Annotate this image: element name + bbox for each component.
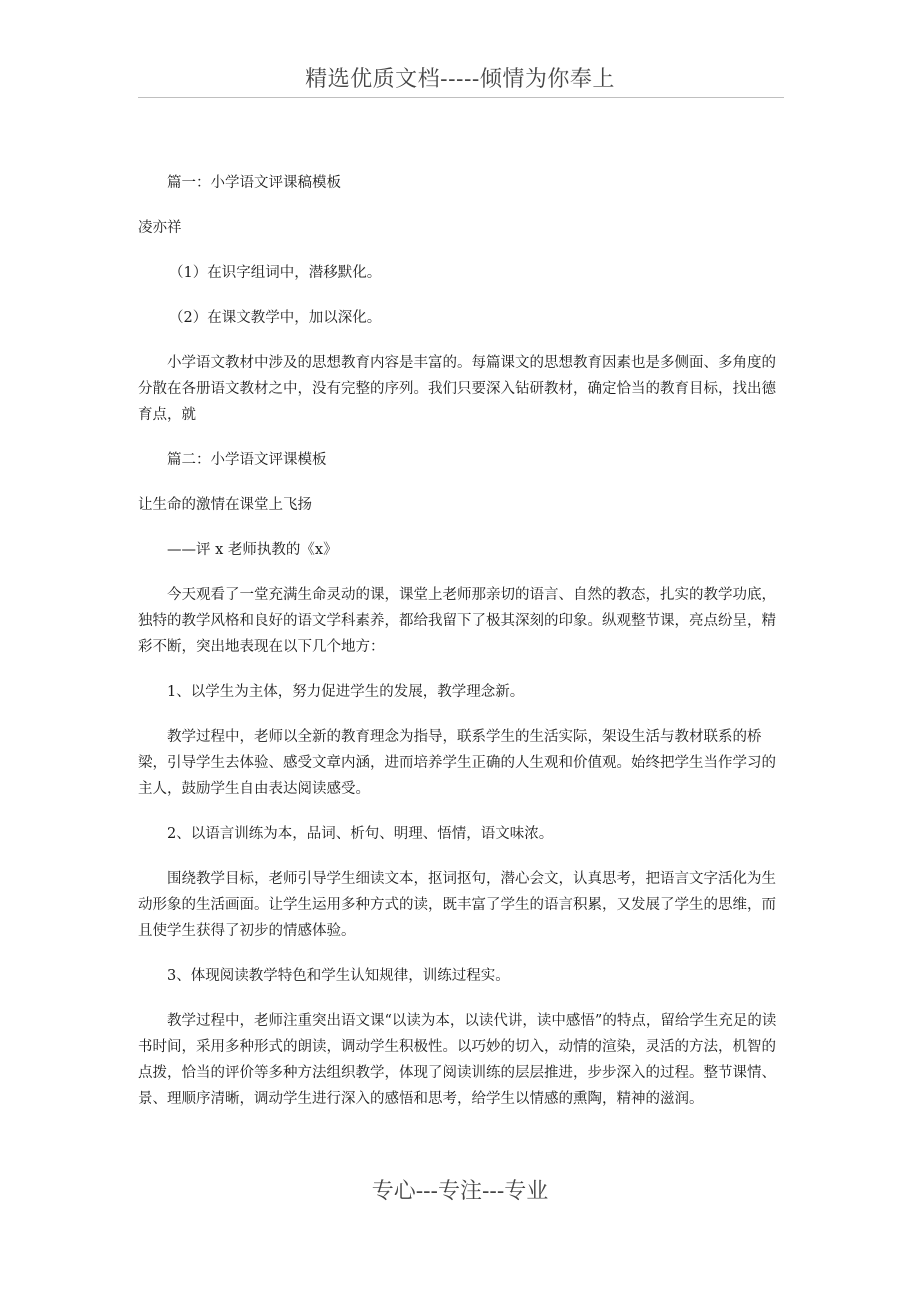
paragraph-5: 教学过程中，老师注重突出语文课“以读为本，以读代讲，读中感悟”的特点，留给学生充足的读书时间，采用多种形式的朗读，调动学生积极性。以巧妙的切入，动情的渲染，灵活的方法，机智的点拨，恰当的评价等多种方法组织教学，体现了阅读训练的层层推进，步步深入的过程。整节课情、景、理顺序清晰，调动学生进行深入的感悟和思考，给学生以情感的熏陶，精神的滋润。 (138, 1013, 777, 1107)
header-divider (138, 97, 784, 98)
section-title-1: 篇一：小学语文评课稿模板 (167, 175, 341, 191)
page-header: 精选优质文档-----倾情为你奉上 (305, 67, 615, 92)
paragraph-1: 小学语文教材中涉及的思想教育内容是丰富的。每篇课文的思想教育因素也是多侧面、多角度的分散在各册语文教材之中，没有完整的序列。我们只要深入钻研教材，确定恰当的教育目标，找出德育点，就 (138, 355, 776, 423)
document-body (138, 170, 784, 1131)
point-heading-2: 2、以语言训练为本，品词、析句、明理、悟情，语文味浓。 (167, 826, 554, 842)
article-subtitle: 让生命的激情在课堂上飞扬 (138, 497, 312, 513)
list-item-2: （2）在课文教学中，加以深化。 (169, 310, 382, 326)
paragraph-3: 教学过程中，老师以全新的教育理念为指导，联系学生的生活实际，架设生活与教材联系的桥梁，引导学生去体验、感受文章内涵，进而培养学生正确的人生观和价值观。始终把学生当作学习的主人，鼓励学生自由表达阅读感受。 (138, 729, 776, 797)
page-footer: 专心---专注---专业 (371, 1179, 549, 1204)
section-title-2: 篇二：小学语文评课模板 (167, 452, 327, 468)
point-heading-1: 1、以学生为主体，努力促进学生的发展，教学理念新。 (167, 684, 525, 700)
list-item-1: （1）在识字组词中，潜移默化。 (169, 265, 382, 281)
paragraph-2: 今天观看了一堂充满生命灵动的课，课堂上老师那亲切的语言、自然的教态，扎实的教学功底，独特的教学风格和良好的语文学科素养，都给我留下了极其深刻的印象。纵观整节课，亮点纷呈，精彩不断，突出地表现在以下几个地方： (138, 587, 776, 655)
paragraph-4: 围绕教学目标，老师引导学生细读文本，抠词抠句，潜心会文，认真思考，把语言文字活化为生动形象的生活画面。让学生运用多种方式的读，既丰富了学生的语言积累，又发展了学生的思维，而且使学生获得了初步的情感体验。 (138, 871, 776, 939)
article-byline: ——评 x 老师执教的《x》 (167, 542, 338, 558)
point-heading-3: 3、体现阅读教学特色和学生认知规律，训练过程实。 (167, 968, 510, 984)
author-name: 凌亦祥 (138, 220, 182, 236)
